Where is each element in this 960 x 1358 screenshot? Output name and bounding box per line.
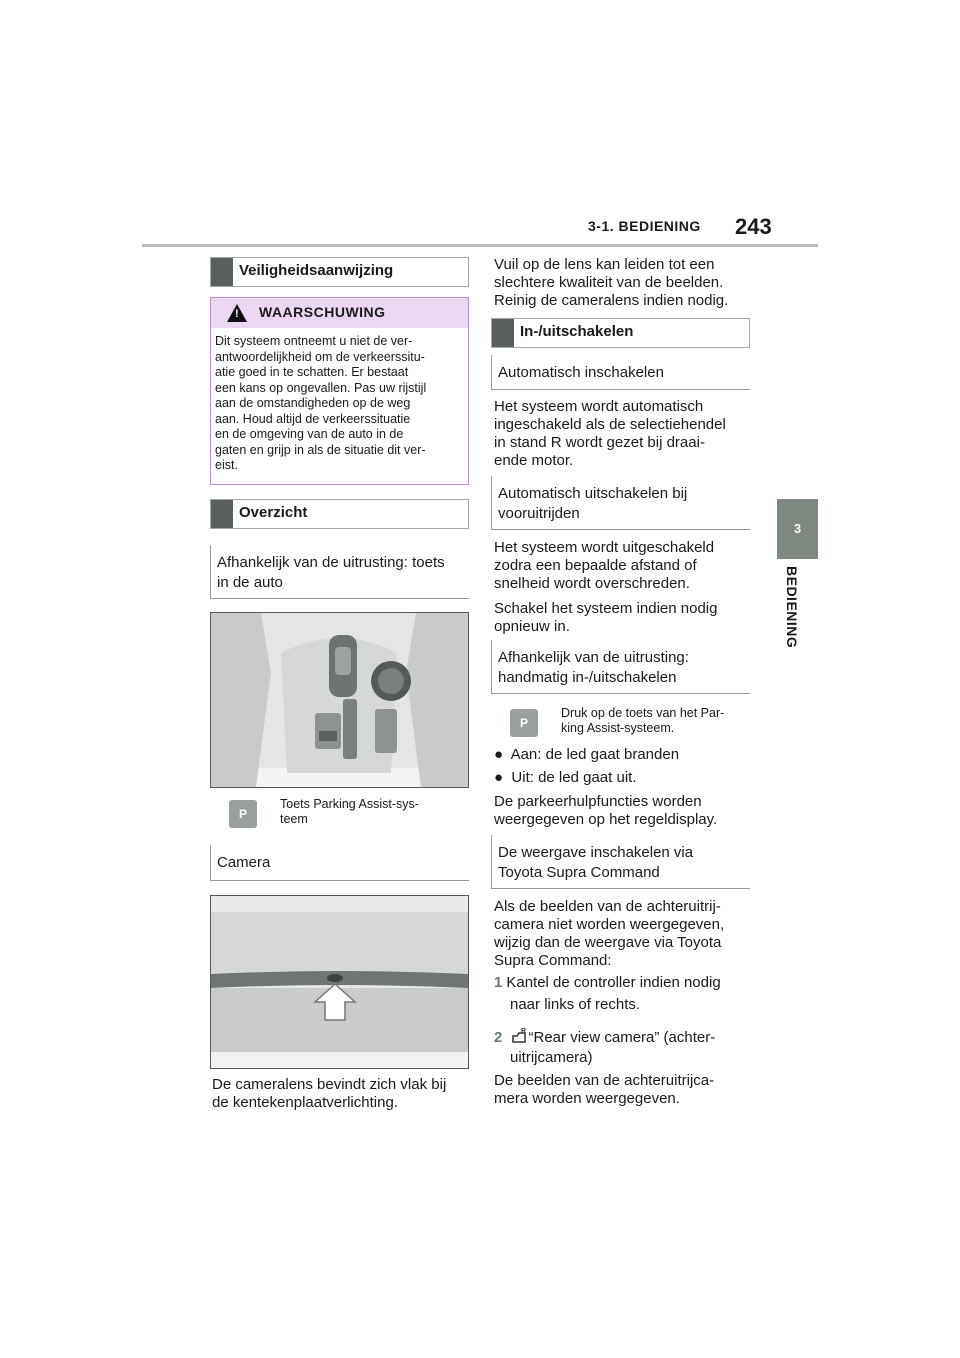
if-not-shown-text: Als de beelden van de achteruitrij- camera niet worden weergegeven, wijzig dan de weergave via Toyota Supra Command:	[494, 898, 725, 969]
overview-heading: Overzicht	[210, 499, 469, 529]
camera-subheading: Camera	[210, 845, 469, 881]
press-button-text: Druk op de toets van het Par- king Assist-systeem.	[561, 706, 725, 735]
step-number: 1	[494, 974, 503, 991]
warning-triangle-icon	[227, 304, 247, 322]
chapter-tab: 3	[777, 499, 818, 559]
parking-assist-icon: P	[229, 800, 257, 828]
chapter-label: BEDIENING	[784, 566, 800, 649]
result-text: De beelden van de achteruitrijca- mera worden weergegeven.	[494, 1072, 715, 1107]
auto-on-subheading: Automatisch inschakelen	[491, 355, 750, 390]
bullet-icon: ●	[494, 746, 504, 763]
auto-off-text: Het systeem wordt uitgeschakeld zodra een bepaalde afstand of snelheid wordt overschreden.	[494, 539, 715, 592]
bullet-off: ● Uit: de led gaat uit.	[494, 769, 637, 786]
warning-box	[210, 297, 469, 485]
reenable-text: Schakel het systeem indien nodig opnieuw in.	[494, 600, 718, 635]
camera-location-text: De cameralens bevindt zich vlak bij de kentekenplaatverlichting.	[212, 1076, 447, 1111]
section-title: 3-1. BEDIENING	[588, 218, 701, 234]
safety-heading: Veiligheidsaanwijzing	[210, 257, 469, 287]
step-2: 2 R “Rear view camera” (achter- uitrijcamera)	[494, 1028, 716, 1066]
equipment-subheading: Afhankelijk van de uitrusting: toets in de auto	[210, 545, 469, 599]
lens-dirt-text: Vuil op de lens kan leiden tot een slechtere kwaliteit van de beelden. Reinig de cameralens indien nodig.	[494, 256, 729, 309]
parking-assist-icon: P	[510, 709, 538, 737]
parking-display-text: De parkeerhulpfuncties worden weergegeven op het regeldisplay.	[494, 793, 718, 828]
warning-text: Dit systeem ontneemt u niet de ver- antwoordelijkheid om de verkeerssitu- atie goed in te schatten. Er bestaat een kans op ongevallen. Pas uw rijstijl aan de omstandigheden op de weg aan. Houd altijd de verkeerssituatie en de omgeving van de auto in de gaten en grijp in als de situatie dit ver- eist.	[215, 334, 427, 472]
page-number: 243	[735, 214, 772, 239]
bullet-on: ● Aan: de led gaat branden	[494, 746, 680, 763]
onoff-heading: In-/uitschakelen	[491, 318, 750, 348]
auto-on-text: Het systeem wordt automatisch ingeschakeld als de selectiehendel in stand R wordt gezet bij draai- ende motor.	[494, 398, 726, 469]
step-1: 1 Kantel de controller indien nodig naar links of rechts.	[494, 974, 721, 1013]
view-subheading: De weergave inschakelen via Toyota Supra Command	[491, 835, 750, 889]
bullet-icon: ●	[494, 769, 504, 786]
button-caption: Toets Parking Assist-sys- teem	[280, 797, 419, 826]
rear-camera-icon	[511, 1028, 529, 1049]
auto-off-subheading: Automatisch uitschakelen bij vooruitrijden	[491, 476, 750, 530]
step-number: 2	[494, 1029, 503, 1046]
warning-title: WAARSCHUWING	[259, 304, 386, 320]
console-photo	[210, 612, 469, 788]
manual-subheading: Afhankelijk van de uitrusting: handmatig in-/uitschakelen	[491, 640, 750, 694]
camera-photo	[210, 895, 469, 1069]
svg-text:R: R	[520, 1028, 526, 1035]
header-divider	[142, 244, 818, 247]
